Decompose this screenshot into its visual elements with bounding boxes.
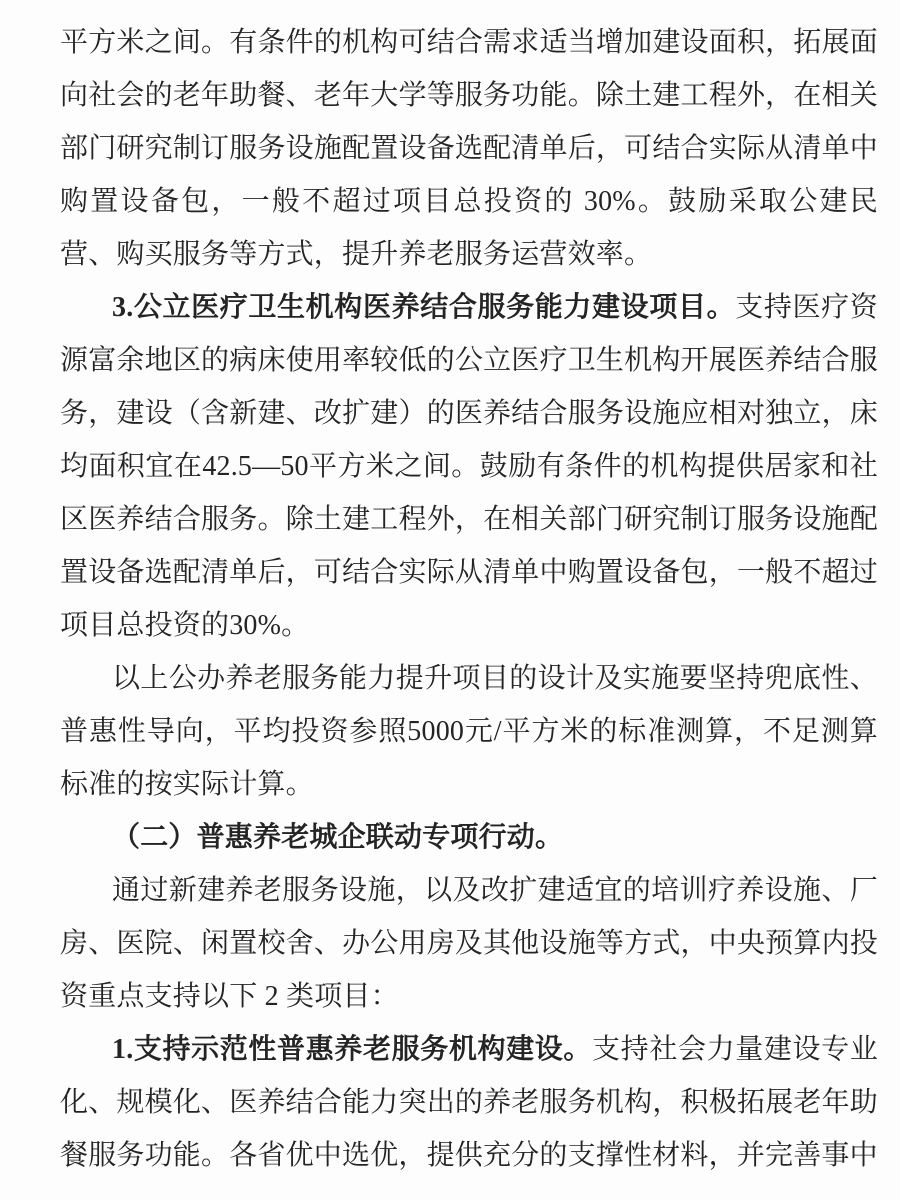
paragraph-continuation [60, 16, 878, 281]
item-1-body: 支持社会力量建设专业化、规模化、医养结合能力突出的养老服务机构，积极拓展老年助餐服务功能。各省优中选优，提供充分的支撑性材料，并完善事中 [60, 1034, 878, 1171]
paragraph-summary-note [60, 652, 878, 811]
summary-note-text: 以上公办养老服务能力提升项目的设计及实施要坚持兜底性、普惠性导向，平均投资参照5000元/平方米的标准测算，不足测算标准的按实际计算。 [60, 663, 878, 800]
paragraph-item-1 [60, 1023, 878, 1182]
item-1-lead: 1.支持示范性普惠养老服务机构建设。 [112, 1034, 593, 1065]
paragraph-section-intro [60, 864, 878, 1023]
item-3-body: 支持医疗资源富余地区的病床使用率较低的公立医疗卫生机构开展医养结合服务，建设（含新建、改扩建）的医养结合服务设施应相对独立，床均面积宜在42.5—50平方米之间。鼓励有条件的机构提供居家和社区医养结合服务。除土建工程外，在相关部门研究制订服务设施配置设备选配清单后，可结合实际从清单中购置设备包，一般不超过项目总投资的30%。 [60, 292, 878, 641]
paragraph-text: 平方米之间。有条件的机构可结合需求适当增加建设面积，拓展面向社会的老年助餐、老年大学等服务功能。除土建工程外，在相关部门研究制订服务设施配置设备选配清单后，可结合实际从清单中购置设备包，一般不超过项目总投资的 30%。鼓励采取公建民营、购买服务等方式，提升养老服务运营效率。 [60, 27, 878, 270]
section-heading-text: （二）普惠养老城企联动专项行动。 [112, 822, 564, 853]
paragraph-item-3 [60, 281, 878, 652]
section-intro-text: 通过新建养老服务设施，以及改扩建适宜的培训疗养设施、厂房、医院、闲置校舍、办公用房及其他设施等方式，中央预算内投资重点支持以下 2 类项目： [60, 875, 878, 1012]
section-heading-2 [60, 811, 878, 864]
item-3-lead: 3.公立医疗卫生机构医养结合服务能力建设项目。 [112, 292, 736, 323]
